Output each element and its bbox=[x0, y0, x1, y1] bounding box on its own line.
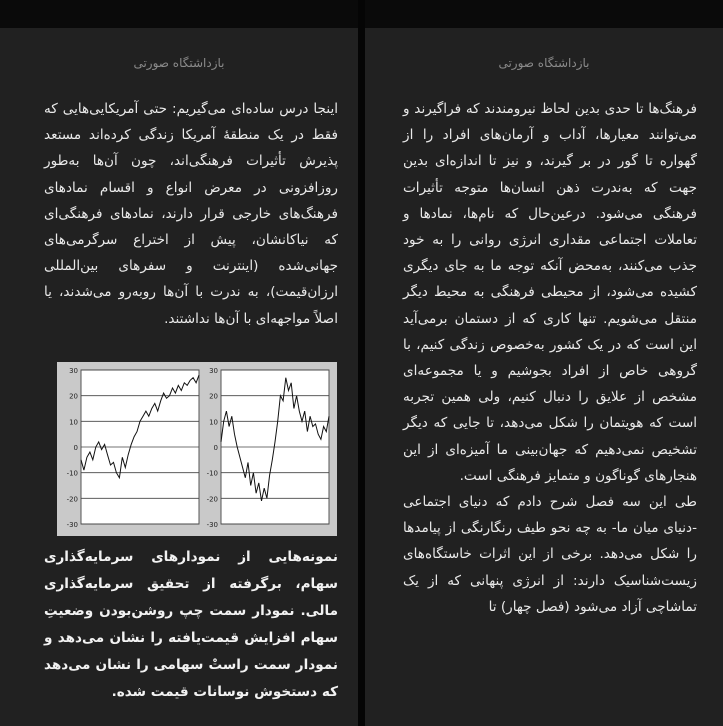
paragraph-2: طی این سه فصل شرح دادم که دنیای اجتماعی -دنیای میان ما- به چه نحو طیف رنگارنگی از پیامدها را شکل می‌دهد. برخی از این اثرات خاستگاه‌های زیست‌شناسیک دارند: از انرژی پنهانی که از یک تماشاچی آزاد می‌شود (فصل چهار) تا bbox=[403, 494, 697, 615]
y-tick-label: 10 bbox=[69, 418, 78, 427]
right-page bbox=[365, 0, 723, 726]
top-bar bbox=[0, 0, 358, 28]
running-header: بازداشتگاه صورتی bbox=[133, 56, 225, 70]
y-tick-label: 20 bbox=[209, 392, 218, 401]
y-tick-label: 30 bbox=[69, 367, 78, 375]
y-tick-label: -30 bbox=[206, 521, 218, 529]
y-tick-label: 0 bbox=[213, 444, 218, 452]
body-text bbox=[403, 96, 697, 620]
running-header: بازداشتگاه صورتی bbox=[498, 56, 590, 70]
y-tick-label: -10 bbox=[206, 469, 218, 478]
y-tick-label: 30 bbox=[209, 367, 218, 375]
left-page bbox=[0, 0, 358, 726]
top-bar bbox=[365, 0, 723, 28]
y-tick-label: -30 bbox=[66, 521, 78, 529]
body-paragraph bbox=[44, 96, 338, 332]
paragraph-text: اینجا درس ساده‌ای می‌گیریم: حتی آمریکایی‌هایی که فقط در یک منطقهٔ آمریکا زندگی کرده‌اند مستعد پذیرش تأثیرات فرهنگی‌اند، چون آن‌ها به‌طور روزافزونی در معرض انواع و اقسام نمادهای فرهنگ‌های خارجی قرار دارند، نمادهای فرهنگی‌ای که نیاکانشان، پیش از اختراع سرگرمی‌های جهانی‌شده (اینترنت و سفرهای بین‌المللی ارزان‌قیمت)، به ندرت با آن‌ها روبه‌رو می‌شدند، یا اصلاً مواجهه‌ای با آن‌ها نداشتند. bbox=[44, 101, 338, 327]
page-divider bbox=[358, 0, 365, 726]
stock-charts-figure bbox=[57, 362, 337, 536]
y-tick-label: 10 bbox=[209, 418, 218, 427]
stock-charts-svg bbox=[57, 362, 337, 536]
figure-caption: نمونه‌هایی از نمودارهای سرمایه‌گذاری سهام، برگرفته از تحقیق سرمایه‌گذاری مالی. نمودار سمت چپ روشن‌بودن وضعیتِ سهام افزایش قیمت‌یافته را نشان می‌دهد و نمودار سمت راستْ سهامی را نشان می‌دهد که دستخوش نوسانات قیمت شده. bbox=[44, 549, 338, 700]
paragraph-1: فرهنگ‌ها تا حدی بدین لحاظ نیرومندند که فراگیرند و می‌توانند معیارها، آداب و آرمان‌های افراد را از گهواره تا گور در بر گیرند، و نیز تا اندازه‌ای بدین جهت که به‌ندرت ذهن انسان‌ها متوجه تأثیرات فرهنگی می‌شود. درعین‌حال که نام‌ها، نمادها و تعاملات اجتماعی مقداری انرژی روانی را به خود جذب می‌کنند، به‌محض آنکه توجه ما به جای دیگری کشیده می‌شود، از محیطی فرهنگی به محیط دیگر منتقل می‌شویم. تنها کاری که از دستمان برمی‌آید این است که در یک کشور به‌خصوص زندگی کنیم، با گروهی خاص از افراد بجوشیم و یا مجموعه‌ای مشخص از علایق را دنبال کنیم، ولی همین تجربه است که هویتمان را شکل می‌دهد، تا جایی که دیگر تشخیص نمی‌دهیم که جهان‌بینی ما آمیزه‌ای از این هنجارهای گوناگون و متمایز فرهنگی است. bbox=[403, 101, 697, 484]
y-tick-label: -20 bbox=[66, 495, 78, 504]
y-tick-label: 0 bbox=[73, 444, 78, 452]
y-tick-label: 20 bbox=[69, 392, 78, 401]
y-tick-label: -10 bbox=[66, 469, 78, 478]
y-tick-label: -20 bbox=[206, 495, 218, 504]
